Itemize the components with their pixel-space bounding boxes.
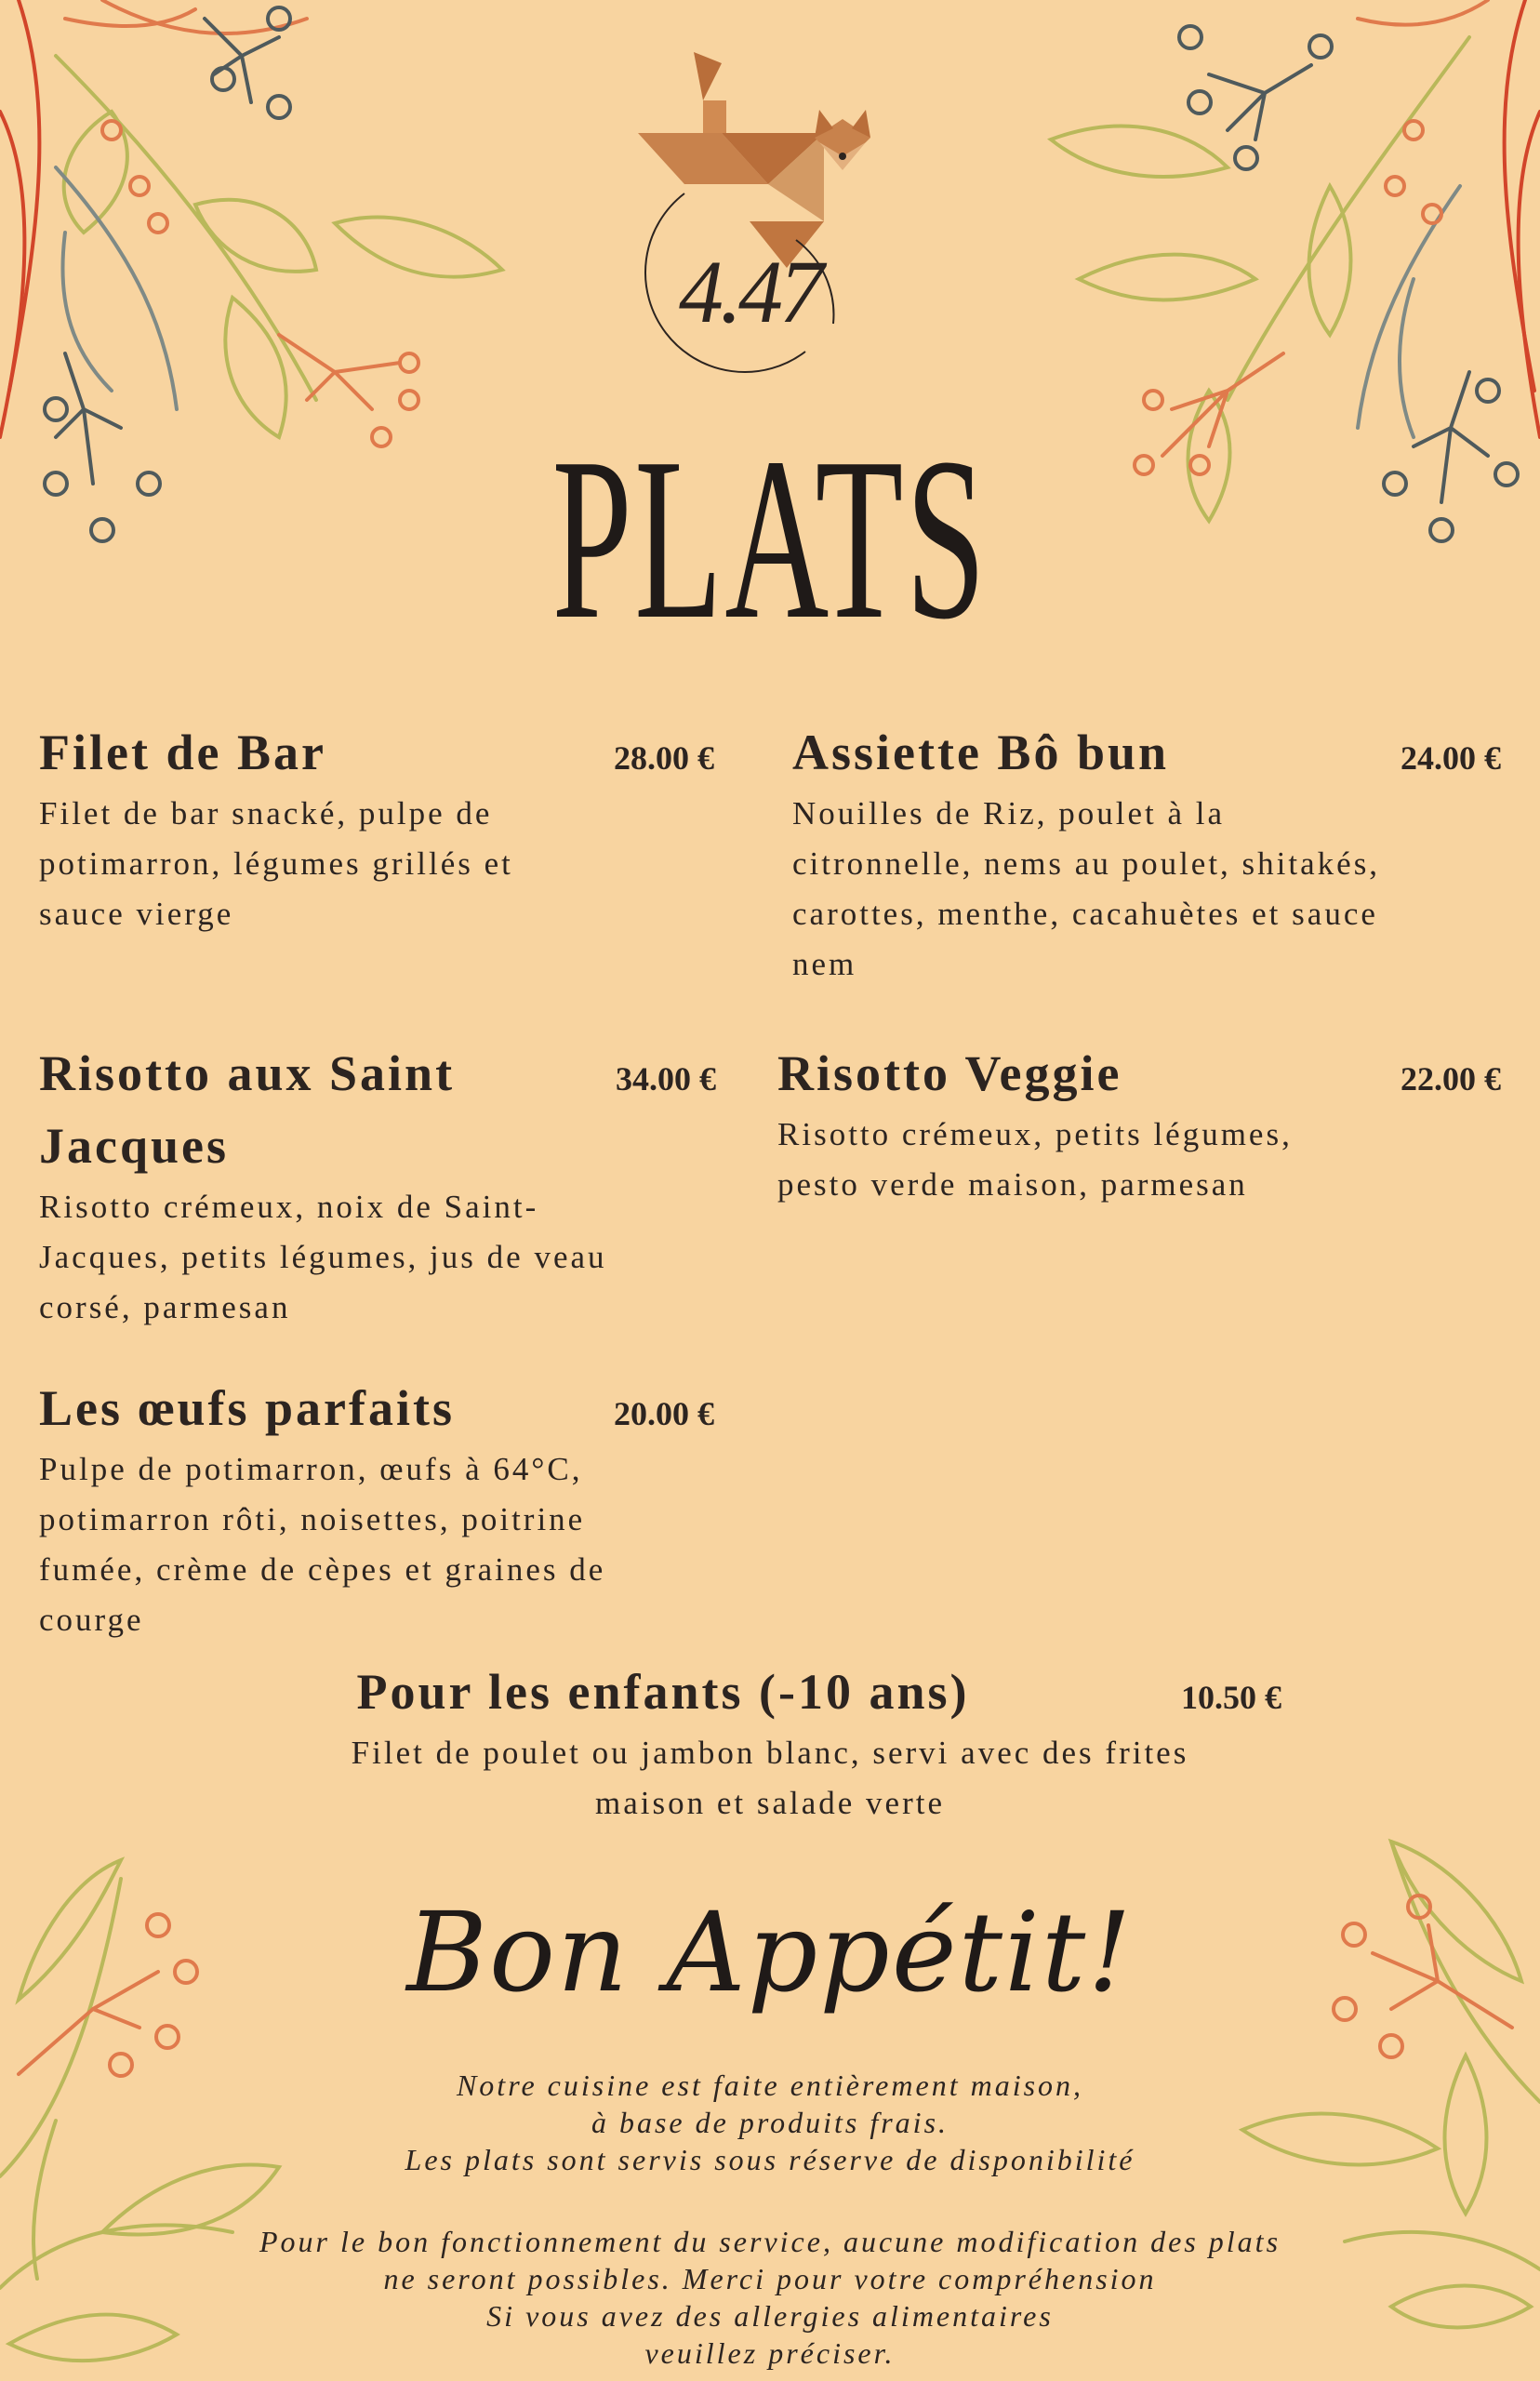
dish-description: Nouilles de Riz, poulet à la citronnelle, nems au poulet, shitakés, carottes, menthe, cacahuètes et sauce nem	[792, 795, 1381, 982]
dish-description: Filet de poulet ou jambon blanc, servi avec des frites maison et salade verte	[351, 1735, 1189, 1821]
dish-price: 34.00 €	[616, 1060, 716, 1097]
dish-description: Filet de bar snacké, pulpe de potimarron, légumes grillés et sauce vierge	[39, 795, 513, 932]
service-note: Pour le bon fonctionnement du service, aucune modification des plats ne seront possibles. Merci pour votre compréhension Si vous avez des allergies alimentaires veuillez préciser.	[259, 2225, 1281, 2370]
dish-price: 10.50 €	[1181, 1679, 1281, 1716]
dish-filet-de-bar	[39, 716, 746, 939]
dish-risotto-veggie	[777, 1037, 1527, 1210]
dish-name: Assiette Bô bun	[792, 725, 1170, 780]
dish-price: 22.00 €	[1401, 1060, 1501, 1097]
dish-name: Les œufs parfaits	[39, 1380, 456, 1436]
dish-risotto-saint-jacques	[39, 1037, 746, 1333]
dish-name: Pour les enfants (-10 ans)	[356, 1664, 970, 1720]
dish-price: 24.00 €	[1401, 739, 1501, 777]
dish-les-oeufs-parfaits	[39, 1372, 746, 1645]
dish-name: Risotto aux Saint Jacques	[39, 1045, 456, 1174]
dish-description: Risotto crémeux, petits légumes, pesto verde maison, parmesan	[777, 1116, 1293, 1203]
logo-text: 4.47	[679, 242, 820, 341]
dish-price: 20.00 €	[614, 1395, 714, 1432]
dish-description: Pulpe de potimarron, œufs à 64°C, potimarron rôti, noisettes, poitrine fumée, crème de cèpes et graines de courge	[39, 1451, 606, 1638]
dish-name: Filet de Bar	[39, 725, 326, 780]
page-title: PLATS	[551, 410, 989, 668]
dish-assiette-bo-bun	[792, 716, 1527, 990]
dish-name: Risotto Veggie	[777, 1045, 1122, 1101]
dish-pour-les-enfants	[259, 1656, 1281, 1829]
dish-price: 28.00 €	[614, 739, 714, 777]
kitchen-note: Notre cuisine est faite entièrement maison, à base de produits frais. Les plats sont servis sous réserve de disponibilité	[405, 2068, 1135, 2176]
dish-description: Risotto crémeux, noix de Saint- Jacques, petits légumes, jus de veau corsé, parmesan	[39, 1189, 607, 1325]
bon-appetit-heading: Bon Appétit!	[406, 1888, 1134, 2016]
